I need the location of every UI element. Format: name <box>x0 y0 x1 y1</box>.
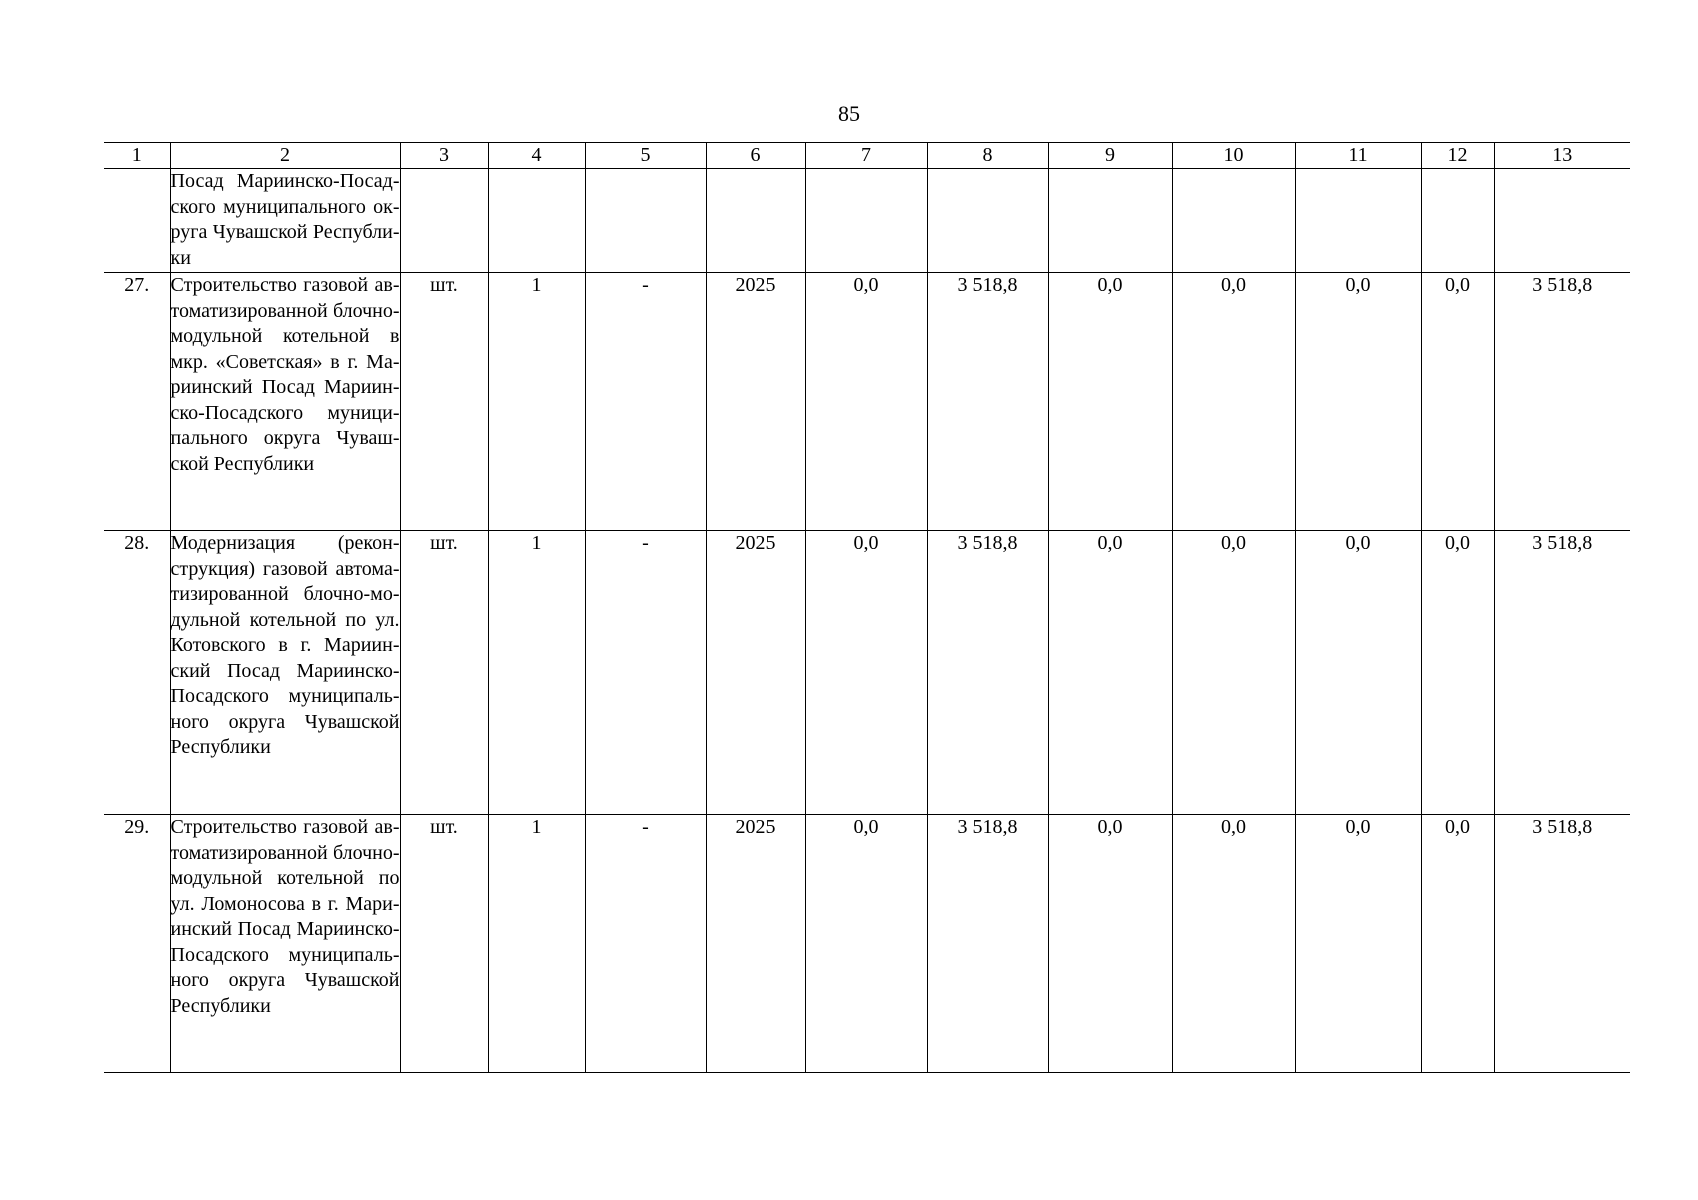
col9-cell <box>1048 169 1172 273</box>
year-cell: 2025 <box>706 273 805 531</box>
col11-cell <box>1295 169 1421 273</box>
col12-cell: 0,0 <box>1421 531 1494 815</box>
col9-cell: 0,0 <box>1048 273 1172 531</box>
col5-cell: - <box>585 531 706 815</box>
year-cell: 2025 <box>706 815 805 1073</box>
column-header: 7 <box>805 143 927 169</box>
col12-cell <box>1421 169 1494 273</box>
col11-cell: 0,0 <box>1295 815 1421 1073</box>
main-table <box>104 142 1630 1073</box>
col7-cell <box>805 169 927 273</box>
col8-cell: 3 518,8 <box>927 815 1048 1073</box>
qty-cell: 1 <box>488 815 585 1073</box>
col10-cell: 0,0 <box>1172 531 1295 815</box>
col7-cell: 0,0 <box>805 815 927 1073</box>
item-name: Посад Мариинско-​Посадского муниципального округа Чувашской Республики <box>170 169 400 273</box>
col11-cell: 0,0 <box>1295 273 1421 531</box>
col13-cell: 3 518,8 <box>1494 531 1630 815</box>
col12-cell: 0,0 <box>1421 273 1494 531</box>
column-header: 12 <box>1421 143 1494 169</box>
column-header: 9 <box>1048 143 1172 169</box>
column-header: 3 <box>400 143 488 169</box>
table-row <box>104 815 1630 1073</box>
item-name: Строительство газовой автоматизированной блочно-​модульной котельной по ул. Ломоносова в г. Мариинский Посад Мариинско-​Посадского муниципального округа Чувашской Республики <box>170 815 400 1073</box>
col8-cell: 3 518,8 <box>927 273 1048 531</box>
unit-cell: шт. <box>400 531 488 815</box>
table-row <box>104 169 1630 273</box>
col5-cell: - <box>585 815 706 1073</box>
column-header: 13 <box>1494 143 1630 169</box>
column-header: 10 <box>1172 143 1295 169</box>
year-cell <box>706 169 805 273</box>
row-number: 27. <box>104 273 170 531</box>
col10-cell: 0,0 <box>1172 815 1295 1073</box>
qty-cell: 1 <box>488 273 585 531</box>
row-number: 28. <box>104 531 170 815</box>
column-header: 6 <box>706 143 805 169</box>
column-header: 2 <box>170 143 400 169</box>
table-row <box>104 273 1630 531</box>
qty-cell <box>488 169 585 273</box>
qty-cell: 1 <box>488 531 585 815</box>
col11-cell: 0,0 <box>1295 531 1421 815</box>
unit-cell: шт. <box>400 815 488 1073</box>
page-number: 85 <box>838 101 860 126</box>
col10-cell <box>1172 169 1295 273</box>
col10-cell: 0,0 <box>1172 273 1295 531</box>
col8-cell: 3 518,8 <box>927 531 1048 815</box>
column-header: 5 <box>585 143 706 169</box>
row-number <box>104 169 170 273</box>
col7-cell: 0,0 <box>805 531 927 815</box>
col9-cell: 0,0 <box>1048 531 1172 815</box>
column-header: 11 <box>1295 143 1421 169</box>
col9-cell: 0,0 <box>1048 815 1172 1073</box>
row-number: 29. <box>104 815 170 1073</box>
unit-cell: шт. <box>400 273 488 531</box>
column-header: 1 <box>104 143 170 169</box>
col12-cell: 0,0 <box>1421 815 1494 1073</box>
header-row <box>104 143 1630 169</box>
column-header: 8 <box>927 143 1048 169</box>
col5-cell: - <box>585 273 706 531</box>
col13-cell: 3 518,8 <box>1494 815 1630 1073</box>
unit-cell <box>400 169 488 273</box>
col8-cell <box>927 169 1048 273</box>
item-name: Модернизация (реконструкция) газовой автоматизированной блочно-​модульной котельной по ул. Котовского в г. Мариинский Посад Мариинско-​Посадского муниципального округа Чувашской Республики <box>170 531 400 815</box>
column-header: 4 <box>488 143 585 169</box>
col7-cell: 0,0 <box>805 273 927 531</box>
col13-cell <box>1494 169 1630 273</box>
col5-cell <box>585 169 706 273</box>
item-name: Строительство газовой автоматизированной блочно-​модульной котельной в мкр. «Советская» в г. Мариинский Посад Мариинско-​Посадского муниципального округа Чувашской Республики <box>170 273 400 531</box>
col13-cell: 3 518,8 <box>1494 273 1630 531</box>
table-row <box>104 531 1630 815</box>
year-cell: 2025 <box>706 531 805 815</box>
